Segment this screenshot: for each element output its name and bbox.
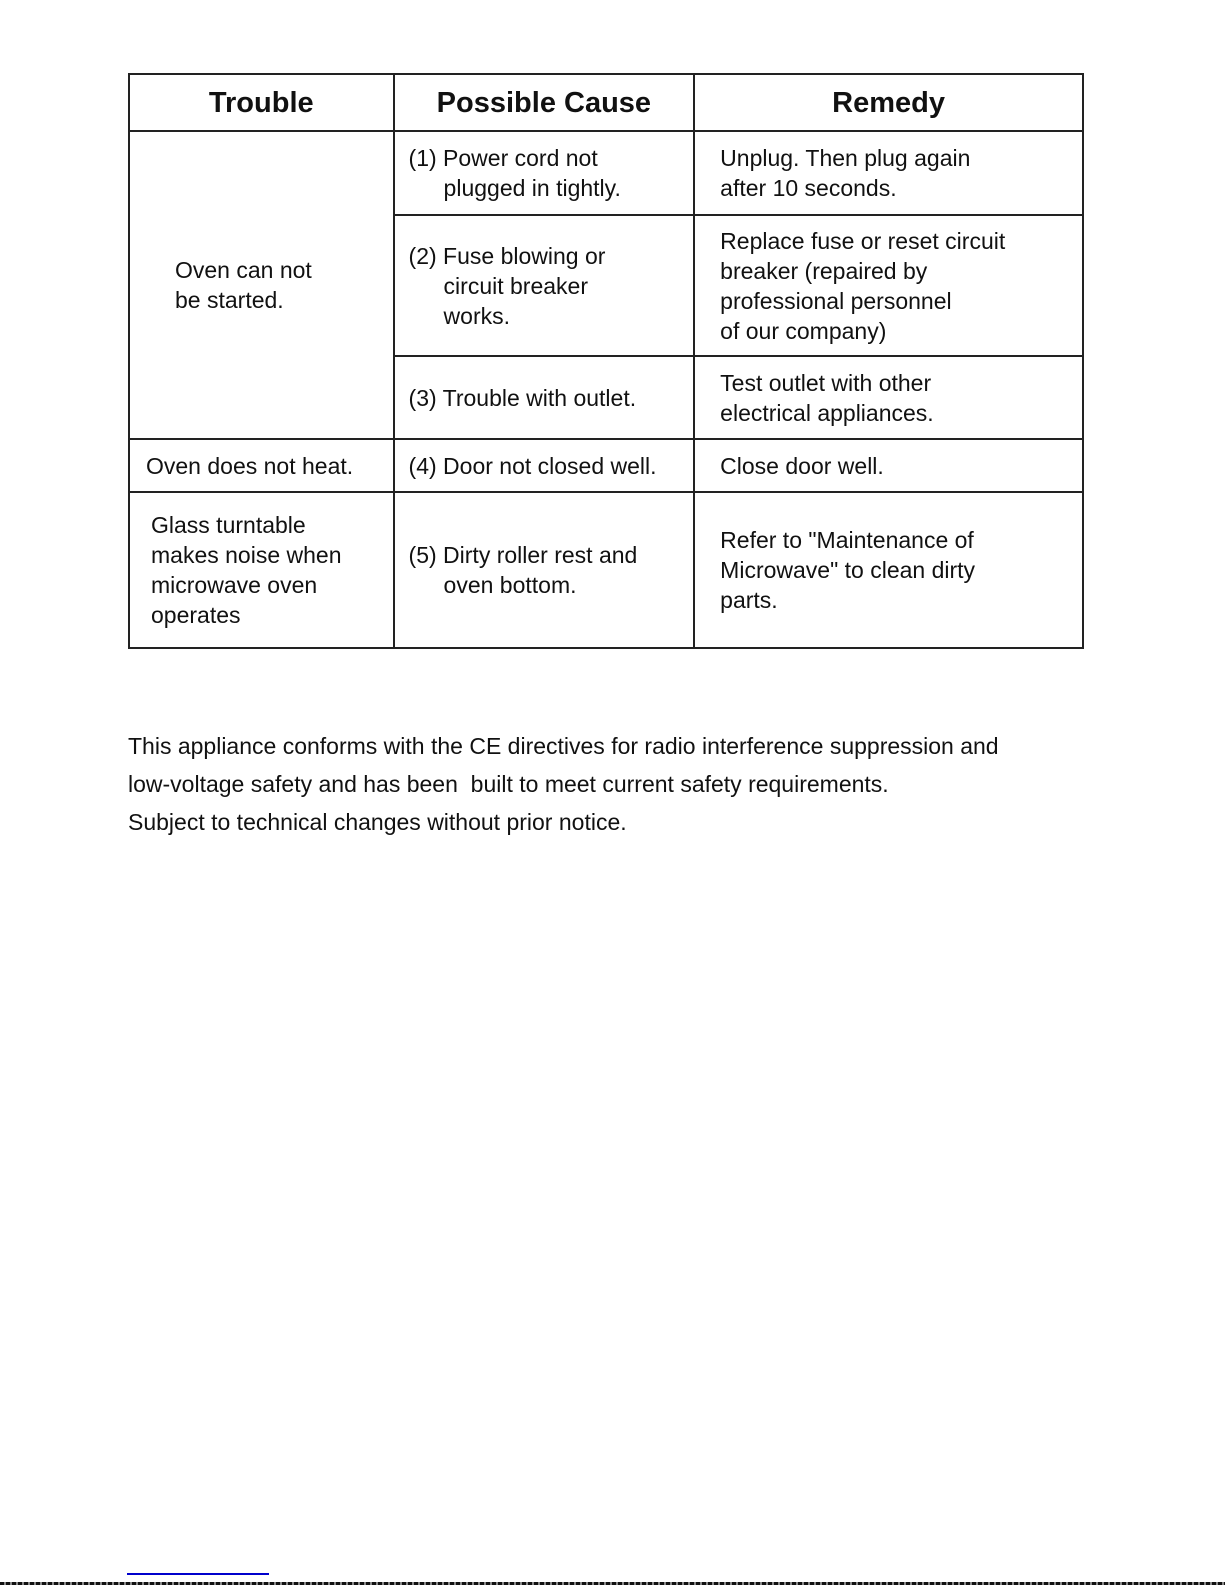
text-line: Glass turntable xyxy=(151,512,306,538)
cause-cell: (4) Door not closed well. xyxy=(394,439,695,492)
text-line: (1) Power cord not xyxy=(408,145,598,171)
header-remedy: Remedy xyxy=(694,74,1083,131)
remedy-cell xyxy=(694,215,1083,356)
text-line: be started. xyxy=(175,287,284,313)
footer-rule xyxy=(127,1573,269,1575)
text-line: plugged in tightly. xyxy=(443,175,621,201)
text-line: Test outlet with other xyxy=(720,369,932,396)
text-line: works. xyxy=(443,302,510,329)
trouble-cell: Oven does not heat. xyxy=(129,439,394,492)
text-line: (5) Dirty roller rest and xyxy=(408,542,638,568)
text-line: Unplug. Then plug again xyxy=(720,145,971,171)
text-line: professional personnel xyxy=(720,287,952,314)
text-line: electrical appliances. xyxy=(720,399,934,426)
text-line: Microwave" to clean dirty xyxy=(720,557,976,583)
note-line: Subject to technical changes without prior notice. xyxy=(128,809,627,835)
remedy-cell xyxy=(694,492,1083,648)
cause-cell: (3) Trouble with outlet. xyxy=(394,356,695,439)
header-row xyxy=(129,74,1083,131)
text-line: Refer to "Maintenance of xyxy=(720,527,974,553)
remedy-cell xyxy=(694,131,1083,215)
text-line: parts. xyxy=(720,587,778,613)
troubleshooting-table xyxy=(128,73,1084,649)
text-line: operates xyxy=(151,602,241,628)
header-cause: Possible Cause xyxy=(394,74,695,131)
note-line: This appliance conforms with the CE directives for radio interference suppression and xyxy=(128,733,999,759)
table-row xyxy=(129,492,1083,648)
text-line: after 10 seconds. xyxy=(720,175,897,201)
text-line: (2) Fuse blowing or xyxy=(408,242,606,269)
note-line: low-voltage safety and has been built to meet current safety requirements. xyxy=(128,771,889,797)
text-line: makes noise when xyxy=(151,542,342,568)
trouble-cell xyxy=(129,492,394,648)
remedy-cell xyxy=(694,356,1083,439)
header-trouble: Trouble xyxy=(129,74,394,131)
table-row xyxy=(129,439,1083,492)
trouble-cell xyxy=(129,131,394,439)
text-line: Oven can not xyxy=(175,257,312,283)
text-line: of our company) xyxy=(720,317,887,344)
text-line: circuit breaker xyxy=(443,272,588,299)
remedy-cell: Close door well. xyxy=(694,439,1083,492)
text-line: breaker (repaired by xyxy=(720,257,928,284)
cause-cell xyxy=(394,131,695,215)
table-row xyxy=(129,131,1083,215)
cause-cell xyxy=(394,492,695,648)
text-line: Replace fuse or reset circuit xyxy=(720,227,1006,254)
compliance-notes xyxy=(128,727,999,841)
cause-cell xyxy=(394,215,695,356)
text-line: oven bottom. xyxy=(443,572,577,598)
text-line: microwave oven xyxy=(151,572,318,598)
